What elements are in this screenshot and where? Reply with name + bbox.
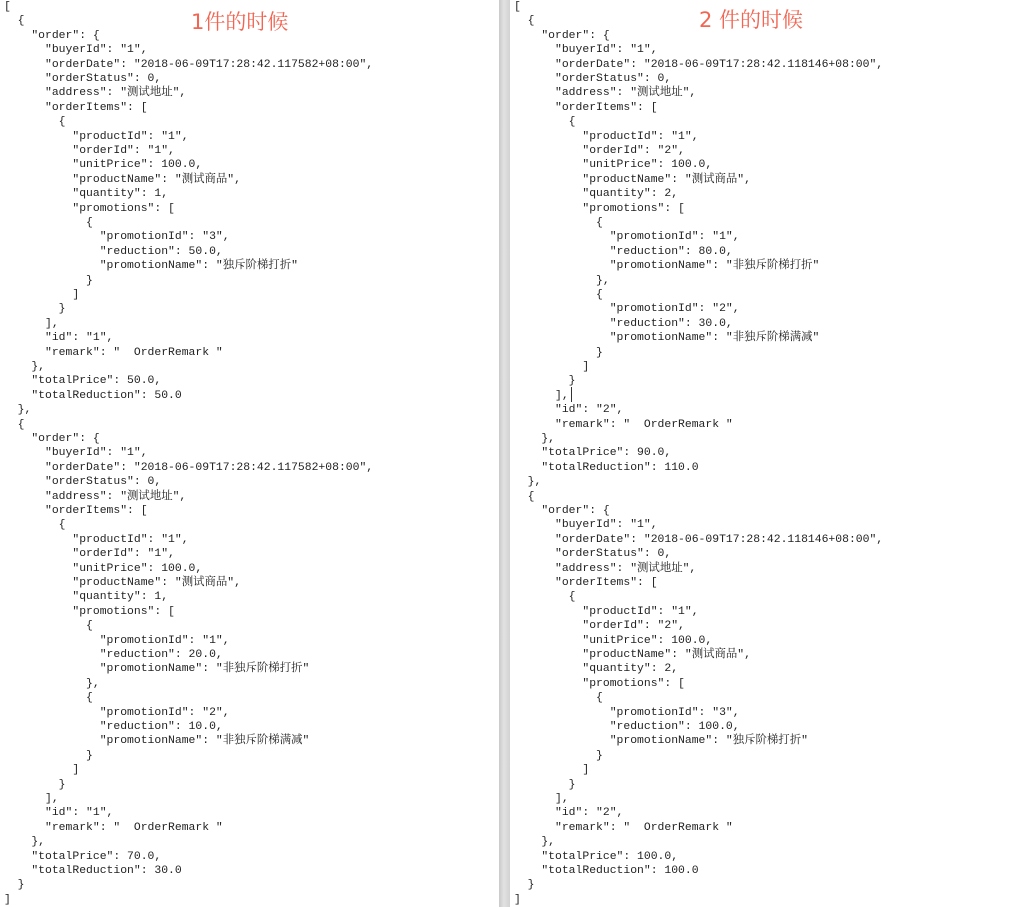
- json-line: "orderId": "2",: [514, 620, 685, 633]
- json-line: "unitPrice": 100.0,: [514, 634, 713, 647]
- json-line: }: [4, 749, 93, 762]
- json-line: "address": "测试地址",: [4, 490, 187, 503]
- json-line: "promotionId": "2",: [4, 706, 230, 719]
- json-line: "orderDate": "2018-06-09T17:28:42.117582+08:00",: [4, 58, 374, 71]
- json-line: }: [4, 879, 25, 892]
- json-line: "order": {: [514, 29, 610, 42]
- json-line: {: [514, 217, 603, 229]
- json-line: ]: [514, 764, 590, 777]
- json-line: },: [4, 836, 46, 849]
- json-line: "promotionName": "非独斥阶梯打折": [4, 663, 310, 676]
- json-line: "promotionId": "2",: [514, 303, 740, 316]
- json-line: "id": "1",: [4, 332, 114, 345]
- json-line: "orderItems": [: [4, 505, 148, 517]
- json-line: "reduction": 20.0,: [4, 649, 223, 661]
- json-line: "productName": "测试商品",: [4, 577, 241, 589]
- json-line: }: [514, 375, 576, 388]
- json-line: },: [514, 274, 610, 287]
- json-line: {: [514, 692, 603, 705]
- json-line: "reduction": 100.0,: [514, 721, 740, 733]
- json-line: "orderId": "1",: [4, 145, 175, 157]
- json-line: "remark": " OrderRemark ": [514, 418, 733, 431]
- json-line: "productId": "1",: [514, 130, 699, 143]
- json-line: ]: [4, 893, 11, 906]
- json-line: },: [4, 361, 46, 373]
- json-line: "order": {: [4, 29, 100, 42]
- json-line: "totalPrice": 50.0,: [4, 375, 162, 388]
- json-line: {: [514, 15, 535, 28]
- json-line: "orderStatus": 0,: [4, 73, 162, 85]
- json-line: ],: [4, 317, 59, 330]
- json-line: ],: [4, 793, 59, 805]
- json-line: }: [514, 346, 603, 359]
- json-line: "buyerId": "1",: [514, 519, 658, 532]
- json-line: {: [4, 15, 25, 28]
- json-line: "orderStatus": 0,: [4, 476, 162, 489]
- left-annotation: 1件的时候: [191, 10, 289, 34]
- json-line: "promotionName": "非独斥阶梯打折": [514, 260, 820, 273]
- json-line: "productName": "测试商品",: [514, 173, 751, 186]
- json-line: "totalPrice": 90.0,: [514, 447, 672, 460]
- json-line: "id": "2",: [514, 807, 624, 820]
- json-line: "totalReduction": 50.0: [4, 389, 182, 402]
- json-line: "id": "1",: [4, 807, 114, 820]
- json-line: "orderItems": [: [514, 101, 658, 114]
- json-line: "reduction": 10.0,: [4, 721, 223, 733]
- json-line: "orderDate": "2018-06-09T17:28:42.118146+08:00",: [514, 533, 884, 546]
- json-line: ],: [514, 389, 569, 402]
- json-line: "buyerId": "1",: [514, 44, 658, 57]
- json-line: "quantity": 1,: [4, 591, 169, 604]
- json-line: "order": {: [514, 505, 610, 517]
- json-line: },: [514, 433, 556, 445]
- json-line: ]: [4, 289, 80, 301]
- json-line: "productId": "1",: [4, 130, 189, 143]
- json-line: {: [4, 620, 93, 633]
- json-line: {: [514, 490, 535, 503]
- json-line: }: [4, 274, 93, 287]
- json-line: "orderItems": [: [4, 101, 148, 114]
- json-line: ]: [514, 361, 590, 373]
- json-line: }: [514, 778, 576, 791]
- json-line: "order": {: [4, 433, 100, 445]
- json-line: {: [4, 418, 25, 431]
- json-line: "productId": "1",: [514, 605, 699, 618]
- json-line: "promotions": [: [4, 605, 175, 618]
- json-line: "totalPrice": 100.0,: [514, 850, 679, 863]
- json-line: },: [514, 476, 542, 489]
- json-line: "productId": "1",: [4, 533, 189, 546]
- json-line: {: [4, 692, 93, 705]
- json-line: "remark": " OrderRemark ": [514, 821, 733, 834]
- json-line: "orderItems": [: [514, 577, 658, 589]
- json-line: "promotionName": "非独斥阶梯满减": [4, 735, 310, 748]
- json-line: "orderStatus": 0,: [514, 548, 672, 561]
- json-line: },: [514, 836, 556, 849]
- json-line: "unitPrice": 100.0,: [514, 159, 713, 172]
- json-line: },: [4, 404, 32, 417]
- left-json-panel[interactable]: [0, 0, 499, 907]
- json-line: "reduction": 30.0,: [514, 317, 733, 330]
- json-line: "orderDate": "2018-06-09T17:28:42.117582+08:00",: [4, 461, 374, 474]
- json-line: "remark": " OrderRemark ": [4, 346, 223, 359]
- json-line: ],: [514, 793, 569, 805]
- json-line: [: [514, 1, 521, 13]
- json-line: "promotionName": "独斥阶梯打折": [514, 735, 808, 748]
- json-line: {: [514, 116, 576, 129]
- json-line: "totalReduction": 110.0: [514, 461, 699, 474]
- json-line: "address": "测试地址",: [514, 562, 697, 575]
- json-line: }: [4, 303, 66, 316]
- json-line: "reduction": 80.0,: [514, 245, 733, 258]
- json-line: "orderId": "2",: [514, 145, 685, 157]
- json-line: "productName": "测试商品",: [514, 649, 751, 661]
- json-line: "buyerId": "1",: [4, 447, 148, 460]
- json-line: "totalReduction": 100.0: [514, 865, 699, 877]
- json-line: "orderDate": "2018-06-09T17:28:42.118146+08:00",: [514, 58, 884, 71]
- json-line: "promotions": [: [514, 202, 685, 215]
- json-line: }: [4, 778, 66, 791]
- json-line: }: [514, 879, 535, 892]
- json-line: }: [514, 749, 603, 762]
- json-line: "id": "2",: [514, 404, 624, 417]
- json-line: "promotionId": "3",: [4, 231, 230, 244]
- json-line: "address": "测试地址",: [514, 87, 697, 100]
- json-line: "productName": "测试商品",: [4, 173, 241, 186]
- json-line: "orderStatus": 0,: [514, 73, 672, 85]
- json-line: "reduction": 50.0,: [4, 245, 223, 258]
- json-line: "quantity": 2,: [514, 188, 679, 201]
- json-line: ]: [4, 764, 80, 777]
- json-line: "unitPrice": 100.0,: [4, 562, 203, 575]
- json-line: "unitPrice": 100.0,: [4, 159, 203, 172]
- json-line: {: [4, 217, 93, 229]
- right-annotation: 2 件的时候: [699, 8, 804, 32]
- json-line: [: [4, 1, 11, 13]
- json-line: {: [4, 519, 66, 532]
- json-line: "remark": " OrderRemark ": [4, 821, 223, 834]
- json-line: {: [514, 591, 576, 604]
- text-cursor: [571, 387, 572, 402]
- json-line: "promotions": [: [514, 677, 685, 690]
- json-line: "promotionId": "1",: [514, 231, 740, 244]
- json-line: "buyerId": "1",: [4, 44, 148, 57]
- json-line: "promotions": [: [4, 202, 175, 215]
- json-line: ]: [514, 893, 521, 906]
- json-line: "promotionName": "独斥阶梯打折": [4, 260, 298, 273]
- json-line: "promotionId": "3",: [514, 706, 740, 719]
- json-line: {: [4, 116, 66, 129]
- json-line: },: [4, 677, 100, 690]
- json-line: "totalPrice": 70.0,: [4, 850, 162, 863]
- right-json-panel[interactable]: [510, 0, 1032, 907]
- json-line: "promotionName": "非独斥阶梯满减": [514, 332, 820, 345]
- json-line: "totalReduction": 30.0: [4, 865, 182, 877]
- json-line: "address": "测试地址",: [4, 87, 187, 100]
- json-line: {: [514, 289, 603, 301]
- json-line: "orderId": "1",: [4, 548, 175, 561]
- json-line: "quantity": 1,: [4, 188, 169, 201]
- json-line: "quantity": 2,: [514, 663, 679, 676]
- pane-divider[interactable]: [499, 0, 510, 907]
- json-line: "promotionId": "1",: [4, 634, 230, 647]
